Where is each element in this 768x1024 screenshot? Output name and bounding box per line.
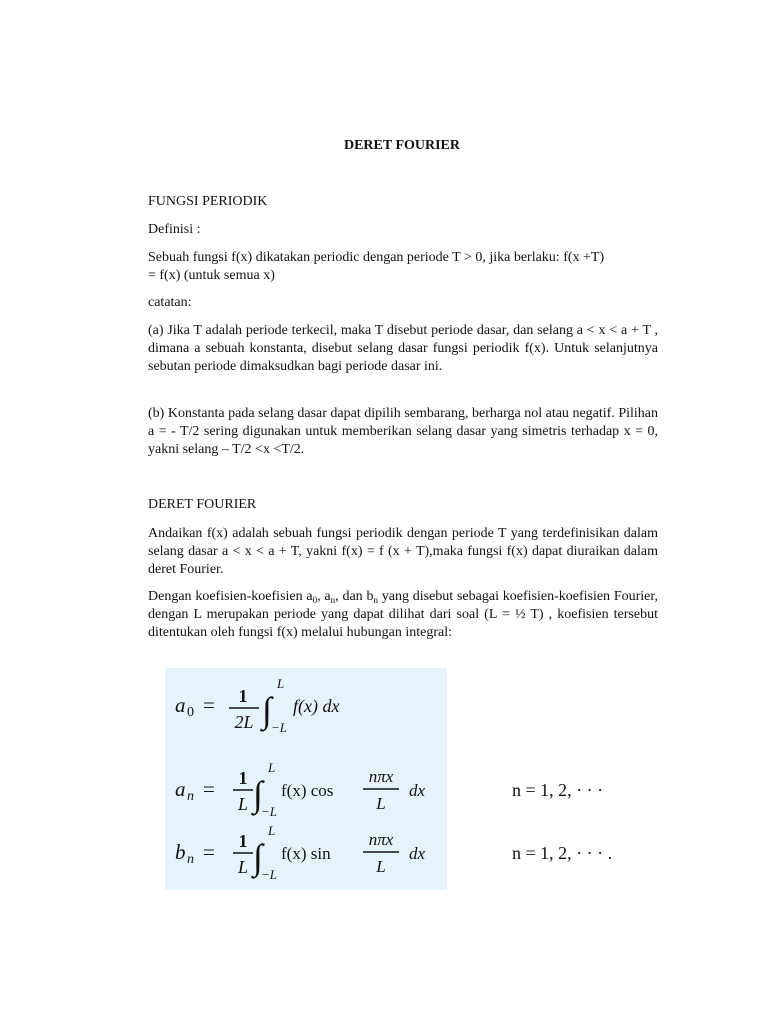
svg-text:1: 1	[238, 686, 248, 706]
svg-text:−L: −L	[261, 867, 278, 882]
definisi-label: Definisi :	[148, 222, 201, 237]
formula-box	[165, 668, 447, 890]
svg-text:−L: −L	[271, 720, 288, 735]
svg-text:1: 1	[238, 831, 248, 851]
fourier-paragraph-1: Andaikan f(x) adalah sebuah fungsi periodik dengan periode T yang terdefinisikan dalam selang dasar a < x < a + T, yakni f(x) = f (x + T),maka fungsi f(x) dapat diuraikan dalam deret Fourier.	[148, 526, 658, 577]
svg-text:L: L	[376, 857, 386, 876]
svg-text:a: a	[175, 777, 186, 801]
svg-text:n: n	[187, 789, 194, 804]
definition-paragraph	[148, 249, 658, 285]
integral-sign: ∫	[262, 690, 272, 730]
svg-text:1: 1	[238, 768, 248, 788]
definition-line-2: = f(x) (untuk semua x)	[148, 268, 275, 283]
page-title: DERET FOURIER	[343, 138, 461, 153]
integral-sign: ∫	[253, 774, 263, 814]
svg-text:nπx: nπx	[368, 830, 394, 849]
svg-text:0: 0	[187, 705, 194, 720]
fourier-coefficient-formulas	[165, 668, 447, 890]
formula-an	[175, 760, 426, 819]
note-a: (a) Jika T adalah periode terkecil, maka T disebut periode dasar, dan selang a < x < a + T , dimana a sebuah konstanta, disebut selang dasar fungsi periodik f(x). Untuk selanjutnya sebutan periode dimaksudkan bagi periode dasar ini.	[148, 323, 658, 374]
svg-text:L: L	[277, 676, 285, 691]
svg-text:nπx: nπx	[368, 767, 394, 786]
svg-text:=: =	[203, 777, 215, 801]
svg-text:f(x) sin: f(x) sin	[281, 844, 331, 863]
svg-text:L: L	[237, 794, 249, 814]
section-heading-fungsi-periodik: FUNGSI PERIODIK	[148, 194, 268, 209]
svg-text:=: =	[203, 693, 215, 717]
svg-text:−L: −L	[261, 804, 278, 819]
formula-conditions	[470, 668, 690, 890]
svg-text:f(x) dx: f(x) dx	[293, 696, 340, 716]
section-heading-deret-fourier: DERET FOURIER	[148, 497, 257, 512]
svg-text:L: L	[268, 823, 276, 838]
condition-bn: n = 1, 2, · · · .	[512, 843, 613, 863]
svg-text:L: L	[237, 857, 249, 877]
svg-text:L: L	[376, 794, 386, 813]
svg-text:2L: 2L	[234, 712, 254, 732]
svg-text:=: =	[203, 840, 215, 864]
formula-a0	[175, 676, 339, 735]
svg-text:a: a	[175, 693, 186, 717]
formula-bn	[175, 823, 426, 882]
svg-text:dx: dx	[409, 844, 426, 863]
definition-line-1: Sebuah fungsi f(x) dikatakan periodic dengan periode T > 0, jika berlaku: f(x +T)	[148, 250, 605, 265]
svg-text:b: b	[175, 840, 186, 864]
svg-text:dx: dx	[409, 781, 426, 800]
svg-text:L: L	[268, 760, 276, 775]
catatan-label: catatan:	[148, 295, 192, 310]
svg-text:n: n	[187, 852, 194, 867]
fourier-paragraph-2: Dengan koefisien-koefisien $a_0$, $a_n$, dan $b_n$ yang disebut sebagai koefisien-koefisien Fourier, dengan L merupakan periode yang dapat dilihat dari soal (L = ½ T) , koefisien tersebut ditentukan oleh fungsi f(x) melalui hubungan integral:	[148, 589, 658, 640]
integral-sign: ∫	[253, 837, 263, 877]
condition-an: n = 1, 2, · · ·	[512, 780, 604, 800]
note-b: (b) Konstanta pada selang dasar dapat dipilih sembarang, berharga nol atau negatif. Pilihan a = - T/2 sering digunakan untuk memberikan selang dasar yang simetris terhadap x = 0, yakni selang – T/2 <x <T/2.	[148, 406, 658, 457]
svg-text:f(x) cos: f(x) cos	[281, 781, 334, 800]
